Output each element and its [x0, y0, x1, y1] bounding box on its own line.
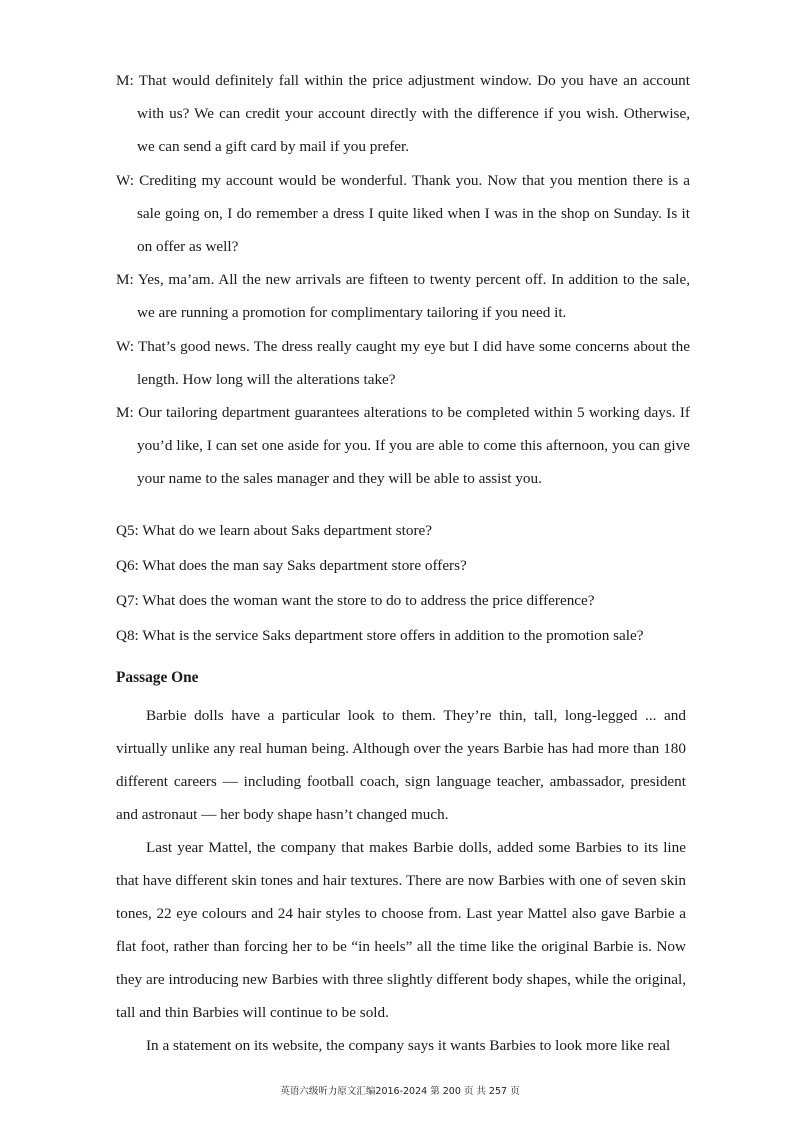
passage-title: Passage One: [116, 669, 199, 686]
question-list: [116, 513, 696, 653]
question-q7: Q7: What does the woman want the store to do to address the price difference?: [116, 592, 595, 609]
dialogue-turn: W: That’s good news. The dress really caught my eye but I did have some concerns about the length. How long will the alterations take?: [116, 337, 690, 388]
dialogue-turn: W: Crediting my account would be wonderful. Thank you. Now that you mention there is a sale going on, I do remember a dress I quite liked when I was in the shop on Sunday. Is it on offer as well?: [116, 171, 690, 256]
question-q6: Q6: What does the man say Saks department store offers?: [116, 557, 467, 574]
page-footer: 英语六级听力原文汇编2016-2024 第 200 页 共 257 页: [280, 1086, 520, 1097]
passage-paragraph: Last year Mattel, the company that makes Barbie dolls, added some Barbies to its line that have different skin tones and hair textures. There are now Barbies with one of seven skin tones, 22 eye colours and 24 hair styles to choose from. Last year Mattel also gave Barbie a flat foot, rather than forcing her to be “in heels” all the time like the original Barbie is. Now they are introducing new Barbies with three slightly different body shapes, while the original, tall and thin Barbies will continue to be sold.: [116, 839, 686, 1021]
dialogue-transcript: [116, 64, 690, 496]
passage-body: [116, 699, 686, 1062]
question-q5: Q5: What do we learn about Saks department store?: [116, 522, 433, 539]
passage-paragraph: Barbie dolls have a particular look to them. They’re thin, tall, long-legged ... and virtually unlike any real human being. Although over the years Barbie has had more than 180 different careers — including football coach, sign language teacher, ambassador, president and astronaut — her body shape hasn’t changed much.: [116, 707, 686, 823]
dialogue-turn: M: That would definitely fall within the price adjustment window. Do you have an account with us? We can credit your account directly with the difference if you wish. Otherwise, we can send a gift card by mail if you prefer.: [116, 72, 690, 156]
passage-paragraph: In a statement on its website, the company says it wants Barbies to look more like real: [146, 1037, 671, 1054]
question-q8: Q8: What is the service Saks department store offers in addition to the promotion sale?: [116, 627, 644, 644]
dialogue-turn: M: Yes, ma’am. All the new arrivals are fifteen to twenty percent off. In addition to the sale, we are running a promotion for complimentary tailoring if you need it.: [116, 271, 690, 322]
dialogue-turn: M: Our tailoring department guarantees alterations to be completed within 5 working days. If you’d like, I can set one aside for you. If you are able to come this afternoon, you can give your name to the sales manager and they will be able to assist you.: [116, 404, 690, 488]
